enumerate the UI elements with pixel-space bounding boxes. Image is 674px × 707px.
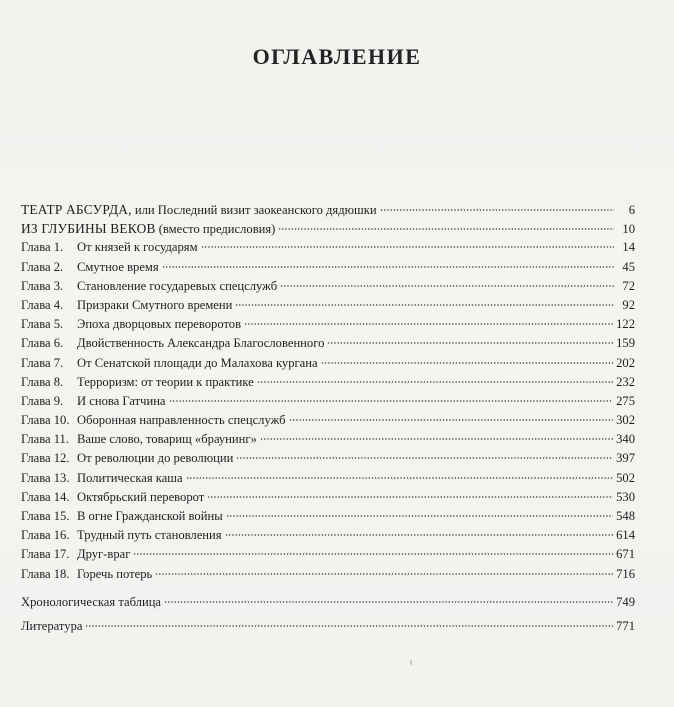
chapter-entry [21, 565, 635, 584]
chapter-page-number: 14 [622, 240, 635, 255]
chapter-page-number: 92 [622, 297, 635, 312]
chapter-title: Горечь потерь [77, 566, 153, 581]
chapter-number: Глава 7. [21, 355, 64, 370]
chapter-title: Ваше слово, товарищ «браунинг» [77, 432, 257, 447]
chapter-page-number: 302 [616, 413, 635, 428]
chapter-number: Глава 10. [21, 413, 70, 428]
chapter-page-number: 530 [616, 489, 635, 504]
chapter-title: Смутное время [77, 259, 159, 274]
chapter-title: Политическая каша [77, 470, 183, 485]
chapter-number: Глава 12. [21, 451, 70, 466]
chapter-number: Глава 2. [21, 259, 64, 274]
chapter-title: В огне Гражданской войны [77, 509, 223, 523]
entry-page-number: 10 [622, 222, 635, 237]
chapter-page-number: 716 [616, 566, 635, 581]
chapter-label [21, 277, 277, 296]
chapter-label [21, 488, 204, 507]
chapter-label [21, 449, 233, 468]
chapter-entry [21, 392, 635, 411]
appendix-entry [21, 617, 635, 636]
toc-entry [21, 200, 635, 219]
chapter-entry [21, 526, 635, 545]
chapter-page-number: 502 [616, 470, 635, 485]
toc-entry [21, 219, 635, 238]
chapter-page-number: 232 [616, 374, 635, 389]
chapter-number: Глава 5. [21, 317, 64, 332]
dot-leader [257, 381, 613, 383]
chapter-title: От князей к государям [77, 240, 198, 255]
chapter-number: Глава 14. [21, 489, 70, 504]
entry-label [21, 200, 377, 220]
dot-leader [133, 553, 613, 555]
chapter-title: Эпоха дворцовых переворотов [77, 317, 242, 332]
chapter-page-number: 159 [616, 336, 635, 351]
dot-leader [207, 496, 613, 498]
dot-leader [280, 285, 614, 287]
chapter-entry [21, 469, 635, 488]
dot-leader [236, 457, 613, 459]
chapter-entry [21, 296, 635, 315]
entry-label [21, 219, 275, 239]
chapter-number: Глава 4. [21, 297, 64, 312]
chapter-title: Друг-враг [77, 547, 131, 562]
page-title: ОГЛАВЛЕНИЕ [252, 44, 422, 69]
chapter-page-number: 548 [616, 509, 635, 523]
dot-leader [164, 601, 613, 603]
chapter-entry [21, 354, 635, 373]
chapter-label [21, 334, 324, 353]
chapter-entry [21, 411, 635, 430]
chapter-number: Глава 17. [21, 547, 70, 562]
chapter-page-number: 397 [616, 451, 635, 466]
dot-leader [321, 362, 614, 364]
chapter-title: Трудный путь становления [77, 528, 222, 543]
chapter-entry [21, 507, 635, 526]
chapter-label [21, 258, 159, 277]
dot-leader [380, 209, 614, 211]
chapter-entry [21, 238, 635, 257]
chapter-number: Глава 8. [21, 374, 64, 389]
chapter-title: Октябрьский переворот [77, 489, 205, 504]
entry-subtitle: или Последний визит заокеанского дядюшки [131, 203, 377, 217]
chapter-title: От Сенатской площади до Малахова кургана [77, 355, 318, 370]
chapter-label [21, 296, 232, 315]
appendix-entry [21, 593, 635, 612]
dot-leader [226, 515, 613, 517]
dot-leader [169, 400, 614, 402]
chapter-title: И снова Гатчина [77, 393, 166, 408]
chapter-entry [21, 315, 635, 334]
chapter-number: Глава 13. [21, 470, 70, 485]
paper-speck [410, 660, 412, 665]
chapter-title: Терроризм: от теории к практике [77, 374, 254, 389]
entry-caps: ТЕАТР АБСУРДА, [21, 202, 132, 217]
chapter-page-number: 45 [622, 259, 635, 274]
dot-leader [186, 477, 614, 479]
chapter-entry [21, 277, 635, 296]
chapter-label [21, 545, 130, 564]
chapter-page-number: 671 [616, 547, 635, 562]
chapter-number: Глава 11. [21, 432, 70, 447]
dot-leader [162, 266, 614, 268]
chapter-number: Глава 6. [21, 336, 64, 351]
section-gap [21, 584, 635, 593]
chapter-number: Глава 16. [21, 528, 70, 543]
appendix-page-number: 749 [616, 594, 635, 609]
chapter-page-number: 614 [616, 528, 635, 543]
dot-leader [155, 573, 613, 575]
chapter-page-number: 72 [622, 278, 635, 293]
chapter-entry [21, 449, 635, 468]
dot-leader [260, 438, 613, 440]
chapter-title: Оборонная направленность спецслужб [77, 413, 286, 428]
dot-leader [278, 228, 614, 230]
dot-leader [327, 342, 613, 344]
chapter-page-number: 122 [616, 317, 635, 332]
dot-leader [201, 246, 614, 248]
chapter-label [21, 392, 166, 411]
appendix-title: Хронологическая таблица [21, 594, 162, 609]
chapter-label [21, 315, 241, 334]
chapter-number: Глава 15. [21, 509, 70, 523]
chapter-entry [21, 334, 635, 353]
dot-leader [235, 304, 614, 306]
entry-caps: ИЗ ГЛУБИНЫ ВЕКОВ [21, 221, 156, 237]
chapter-label [21, 469, 183, 488]
chapter-entries [21, 238, 635, 583]
dot-leader [244, 323, 613, 325]
chapter-entry [21, 545, 635, 564]
chapter-label [21, 565, 152, 584]
chapter-number: Глава 9. [21, 393, 64, 408]
chapter-number: Глава 1. [21, 240, 64, 255]
entry-page-number: 6 [628, 203, 635, 217]
dot-leader [225, 534, 614, 536]
table-of-contents [21, 200, 635, 636]
chapter-label [21, 373, 254, 392]
dot-leader [289, 419, 614, 421]
appendix-entries [21, 593, 635, 636]
appendix-page-number: 771 [616, 618, 635, 633]
entry-subtitle: (вместо предисловия) [155, 222, 276, 237]
chapter-page-number: 340 [616, 432, 635, 447]
chapter-entry [21, 258, 635, 277]
chapter-page-number: 275 [616, 393, 635, 408]
chapter-number: Глава 18. [21, 566, 70, 581]
chapter-entry [21, 488, 635, 507]
dot-leader [85, 625, 613, 627]
chapter-label [21, 526, 222, 545]
chapter-label [21, 507, 223, 526]
chapter-number: Глава 3. [21, 278, 64, 293]
intro-entries [21, 200, 635, 238]
chapter-title: От революции до революции [77, 451, 234, 466]
chapter-label [21, 238, 198, 257]
chapter-page-number: 202 [616, 355, 635, 370]
chapter-title: Двойственность Александра Благословенного [77, 336, 325, 351]
chapter-entry [21, 373, 635, 392]
chapter-label [21, 430, 257, 449]
chapter-label [21, 411, 286, 430]
chapter-entry [21, 430, 635, 449]
chapter-label [21, 354, 318, 373]
appendix-title: Литература [21, 618, 83, 633]
chapter-title: Призраки Смутного времени [77, 297, 233, 312]
chapter-title: Становление государевых спецслужб [77, 278, 278, 293]
